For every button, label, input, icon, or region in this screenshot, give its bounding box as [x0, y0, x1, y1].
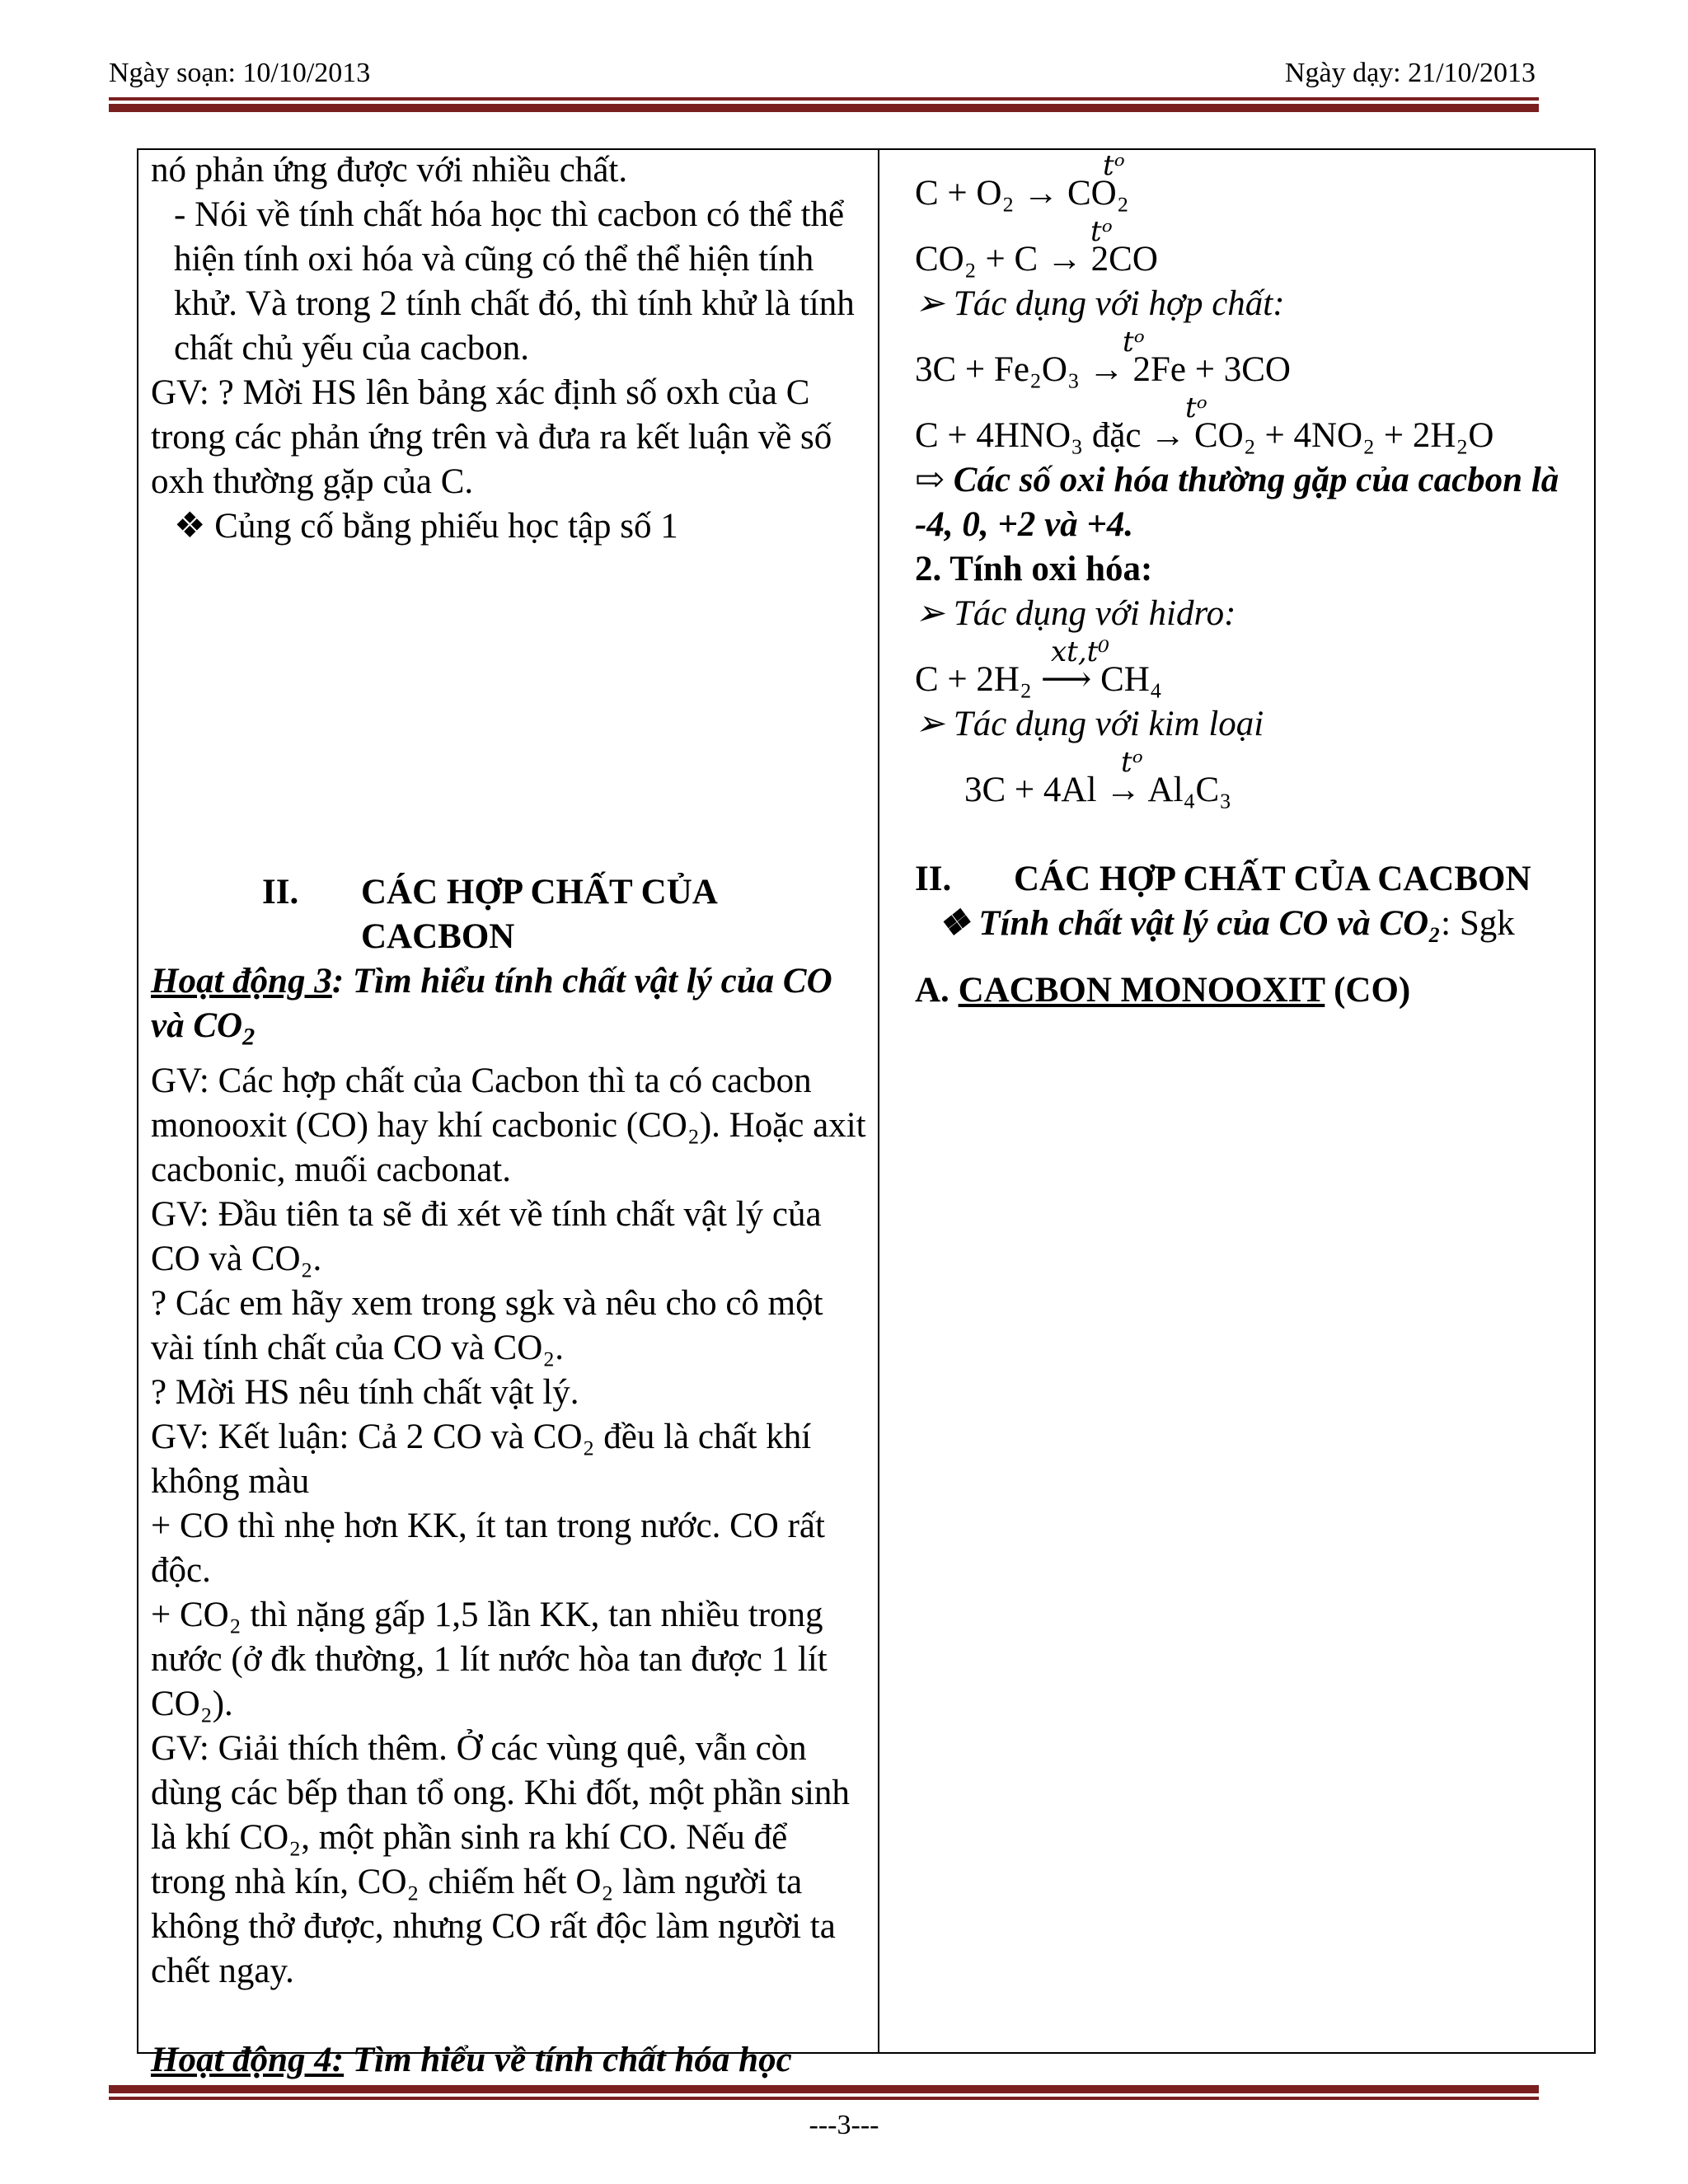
activity-3-label: Hoạt động 3 [151, 962, 332, 1001]
physical-properties-label: ❖ Tính chất vật lý của CO và CO₂ [938, 904, 1442, 943]
left-line-1: nó phản ứng được với nhiều chất. [151, 151, 628, 190]
equation-5-condition: xt,t⁰ [1051, 635, 1109, 668]
left-para-2: GV: Đầu tiên ta sẽ đi xét về tính chất vật lý của CO và CO₂. [151, 1194, 822, 1278]
equation-4-condition: tᵒ [1185, 391, 1207, 424]
left-consolidation: ❖ Củng cố bằng phiếu học tập số 1 [174, 507, 678, 546]
date-taught: Ngày dạy: 21/10/2013 [1284, 58, 1536, 88]
equation-3-condition: tᵒ [1123, 326, 1145, 359]
student-content-column [915, 148, 1591, 1013]
equation-c-o2 [915, 149, 1591, 216]
left-para-1: GV: Các hợp chất của Cacbon thì ta có cacbon monooxit (CO) hay khí cacbonic (CO₂). Hoặc axit cacbonic, muối cacbonat. [151, 1061, 866, 1189]
activity-4-label: Hoạt động 4: [151, 2040, 345, 2079]
column-divider [878, 148, 879, 2054]
section-a-tail: (CO) [1325, 971, 1411, 1010]
left-para-5: GV: Kết luận: Cả 2 CO và CO₂ đều là chất khí không màu [151, 1417, 812, 1501]
equation-co2-c [915, 216, 1591, 282]
header-rule-thick [109, 104, 1539, 112]
equation-c-al [915, 747, 1591, 813]
equation-c-hno3 [915, 392, 1591, 458]
activity-3-text: : Tìm hiểu tính chất vật lý của CO và CO [151, 962, 832, 1045]
oxidizing-heading: 2. Tính oxi hóa: [915, 550, 1153, 588]
footer-rule-thin [109, 2097, 1539, 2100]
oxidation-states-conclusion: ⇨ Các số oxi hóa thường gặp của cacbon là -4, 0, +2 và +4. [915, 461, 1559, 544]
left-dash-item: - Nói về tính chất hóa học thì cacbon có thể thể hiện tính oxi hóa và cũng có thể thể hiện tính khử. Và trong 2 tính chất đó, thì tính khử là tính chất chủ yếu của cacbon. [174, 195, 855, 368]
activity-3-heading [151, 959, 868, 1059]
equation-c-h2 [915, 636, 1591, 702]
equation-1-text: C + O₂ → CO₂ [915, 174, 1129, 213]
bullet-metal: ➢ Tác dụng với kim loại [915, 705, 1264, 743]
left-para-7: + CO₂ thì nặng gấp 1,5 lần KK, tan nhiều trong nước (ở đk thường, 1 lít nước hòa tan được 1 lít CO₂). [151, 1595, 828, 1723]
equation-c-fe2o3 [915, 326, 1591, 392]
equation-6-condition: tᵒ [1121, 746, 1143, 779]
equation-6-text: 3C + 4Al → Al₄C₃ [964, 771, 1232, 809]
page-number: ---3--- [809, 2110, 879, 2140]
footer-rule-thick [109, 2085, 1539, 2093]
physical-properties-tail: : Sgk [1441, 904, 1515, 943]
section-a-prefix: A. [915, 971, 959, 1010]
teacher-activity-column [151, 148, 868, 2083]
section-a-title: CACBON MONOOXIT [958, 971, 1325, 1010]
left-section-number: II. [262, 873, 299, 912]
left-gv-question: GV: ? Mời HS lên bảng xác định số oxh của C trong các phản ứng trên và đưa ra kết luận về số oxh thường gặp của C. [151, 373, 832, 501]
physical-properties-line [915, 902, 1591, 946]
activity-4-text: Tìm hiểu về tính chất hóa học [344, 2040, 792, 2079]
header-rule-thin [109, 97, 1539, 101]
activity-3-subscript: 2 [242, 1022, 256, 1051]
bullet-hydrogen: ➢ Tác dụng với hidro: [915, 594, 1236, 633]
activity-4-heading [151, 2038, 868, 2083]
equation-4-text: C + 4HNO₃ đặc → CO₂ + 4NO₂ + 2H₂O [915, 416, 1494, 455]
equation-2-text: CO₂ + C → 2CO [915, 240, 1158, 279]
right-section-heading [915, 857, 1591, 902]
right-section-title: CÁC HỢP CHẤT CỦA CACBON [1014, 860, 1531, 898]
left-section-heading [151, 870, 868, 959]
left-section-title: CÁC HỢP CHẤT CỦA CACBON [361, 873, 716, 956]
left-para-4: ? Mời HS nêu tính chất vật lý. [151, 1372, 579, 1412]
left-spacer [151, 549, 868, 870]
equation-2-condition: tᵒ [1090, 215, 1113, 248]
right-section-number: II. [915, 860, 952, 898]
equation-1-condition: tᵒ [1103, 149, 1125, 182]
left-para-3: ? Các em hãy xem trong sgk và nêu cho cô một vài tính chất của CO và CO₂. [151, 1283, 823, 1367]
equation-3-text: 3C + Fe₂O₃ → 2Fe + 3CO [915, 350, 1291, 389]
bullet-compound: ➢ Tác dụng với hợp chất: [915, 284, 1285, 323]
date-prepared: Ngày soạn: 10/10/2013 [109, 58, 371, 88]
left-gap [151, 1994, 868, 2038]
section-a-heading [915, 968, 1591, 1013]
left-para-8: GV: Giải thích thêm. Ở các vùng quê, vẫn còn dùng các bếp than tổ ong. Khi đốt, một phần sinh là khí CO₂, một phần sinh ra khí CO. Nếu để trong nhà kín, CO₂ chiếm hết O₂ làm người ta không thở được, nhưng CO rất độc làm người ta chết ngay. [151, 1728, 850, 1990]
equation-5-text: C + 2H₂ ⟶ CH₄ [915, 660, 1162, 699]
left-para-6: + CO thì nhẹ hơn KK, ít tan trong nước. CO rất độc. [151, 1506, 825, 1590]
